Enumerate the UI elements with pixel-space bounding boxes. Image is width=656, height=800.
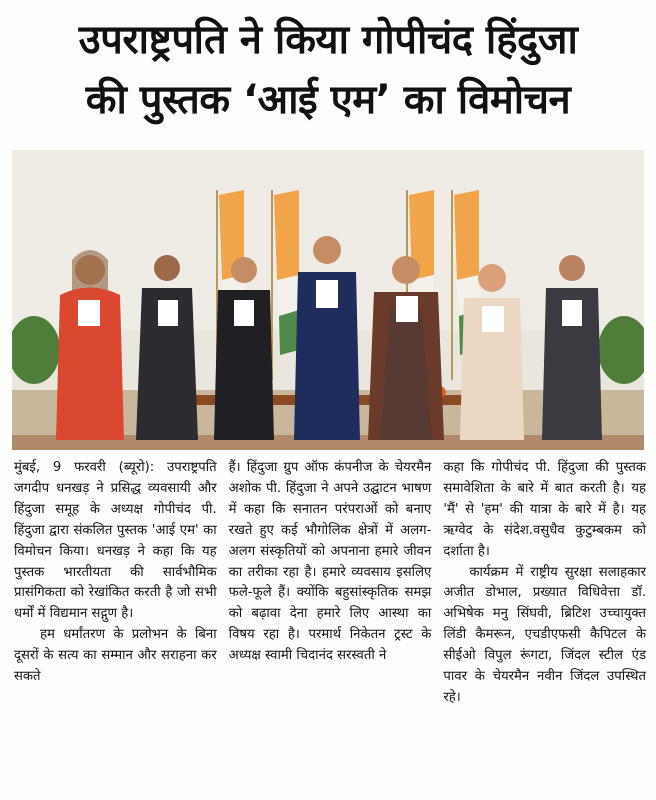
paragraph: कार्यक्रम में राष्ट्रीय सुरक्षा सलाहकार अजीत डोभाल, प्रख्यात विधिवेत्ता डॉ. अभिषेक मनु सिंघवी, ब्रिटिश उच्चायुक्त लिंडी कैमरून, एचडीएफसी कैपिटल के सीईओ विपुल रूंगटा, जिंदल स्टील एंड पावर के चेयरमैन नवीन जिंदल उपस्थित रहे। bbox=[443, 564, 647, 705]
paragraph: हैं। हिंदुजा ग्रुप ऑफ कंपनीज के चेयरमैन अशोक पी. हिंदुजा ने अपने उद्घाटन भाषण में कहा कि सनातन परंपराओं को बनाए रखते हुए कई भौगोलिक क्षेत्रों में अलग-अलग संस्कृतियों को अपनाना हमारे जीवन का तरीका रहा है। हमारे व्यवसाय इसलिए फले-फूले हैं। क्योंकि बहुसांस्कृतिक समझ को बढ़ावा देना हमारे लिए आस्था का विषय रहा है। परमार्थ निकेतन ट्रस्ट के अध्यक्ष स्वामी चिदानंद सरस्वती ने bbox=[228, 460, 432, 664]
headline bbox=[0, 0, 656, 150]
article-column-1 bbox=[14, 458, 217, 798]
group-photo-illustration bbox=[12, 150, 644, 450]
paragraph: हम धर्मांतरण के प्रलोभन के बिना दूसरों के सत्य का सम्मान और सराहना कर सकते bbox=[14, 627, 217, 685]
headline-line-1: उपराष्ट्रपति ने किया गोपीचंद हिंदुजा bbox=[78, 17, 578, 63]
article-body bbox=[14, 458, 646, 798]
group-photo bbox=[12, 150, 644, 450]
article-column-3 bbox=[443, 458, 646, 798]
paragraph: कहा कि गोपीचंद पी. हिंदुजा की पुस्तक समावेशिता के बारे में बात करती है। यह 'मैं' से 'हम' की यात्रा के बारे में है। यह ऋग्वेद के संदेश.वसुधैव कुटुम्बकम को दर्शाता है। bbox=[443, 460, 647, 559]
headline-line-2: की पुस्तक ‘आई एम’ का विमोचन bbox=[85, 77, 571, 123]
article-column-2 bbox=[229, 458, 432, 798]
paragraph: मुंबई, 9 फरवरी (ब्यूरो): उपराष्ट्रपति जगदीप धनखड़ ने प्रसिद्ध व्यवसायी और हिंदुजा समूह के अध्यक्ष गोपीचंद पी. हिंदुजा द्वारा संकलित पुस्तक 'आई एम' का विमोचन किया। धनखड़ ने कहा कि यह पुस्तक भारतीयता की सार्वभौमिक प्रासंगिकता को रेखांकित करती है जो सभी धर्मों में विद्यमान सद्गुण है। bbox=[14, 460, 217, 622]
